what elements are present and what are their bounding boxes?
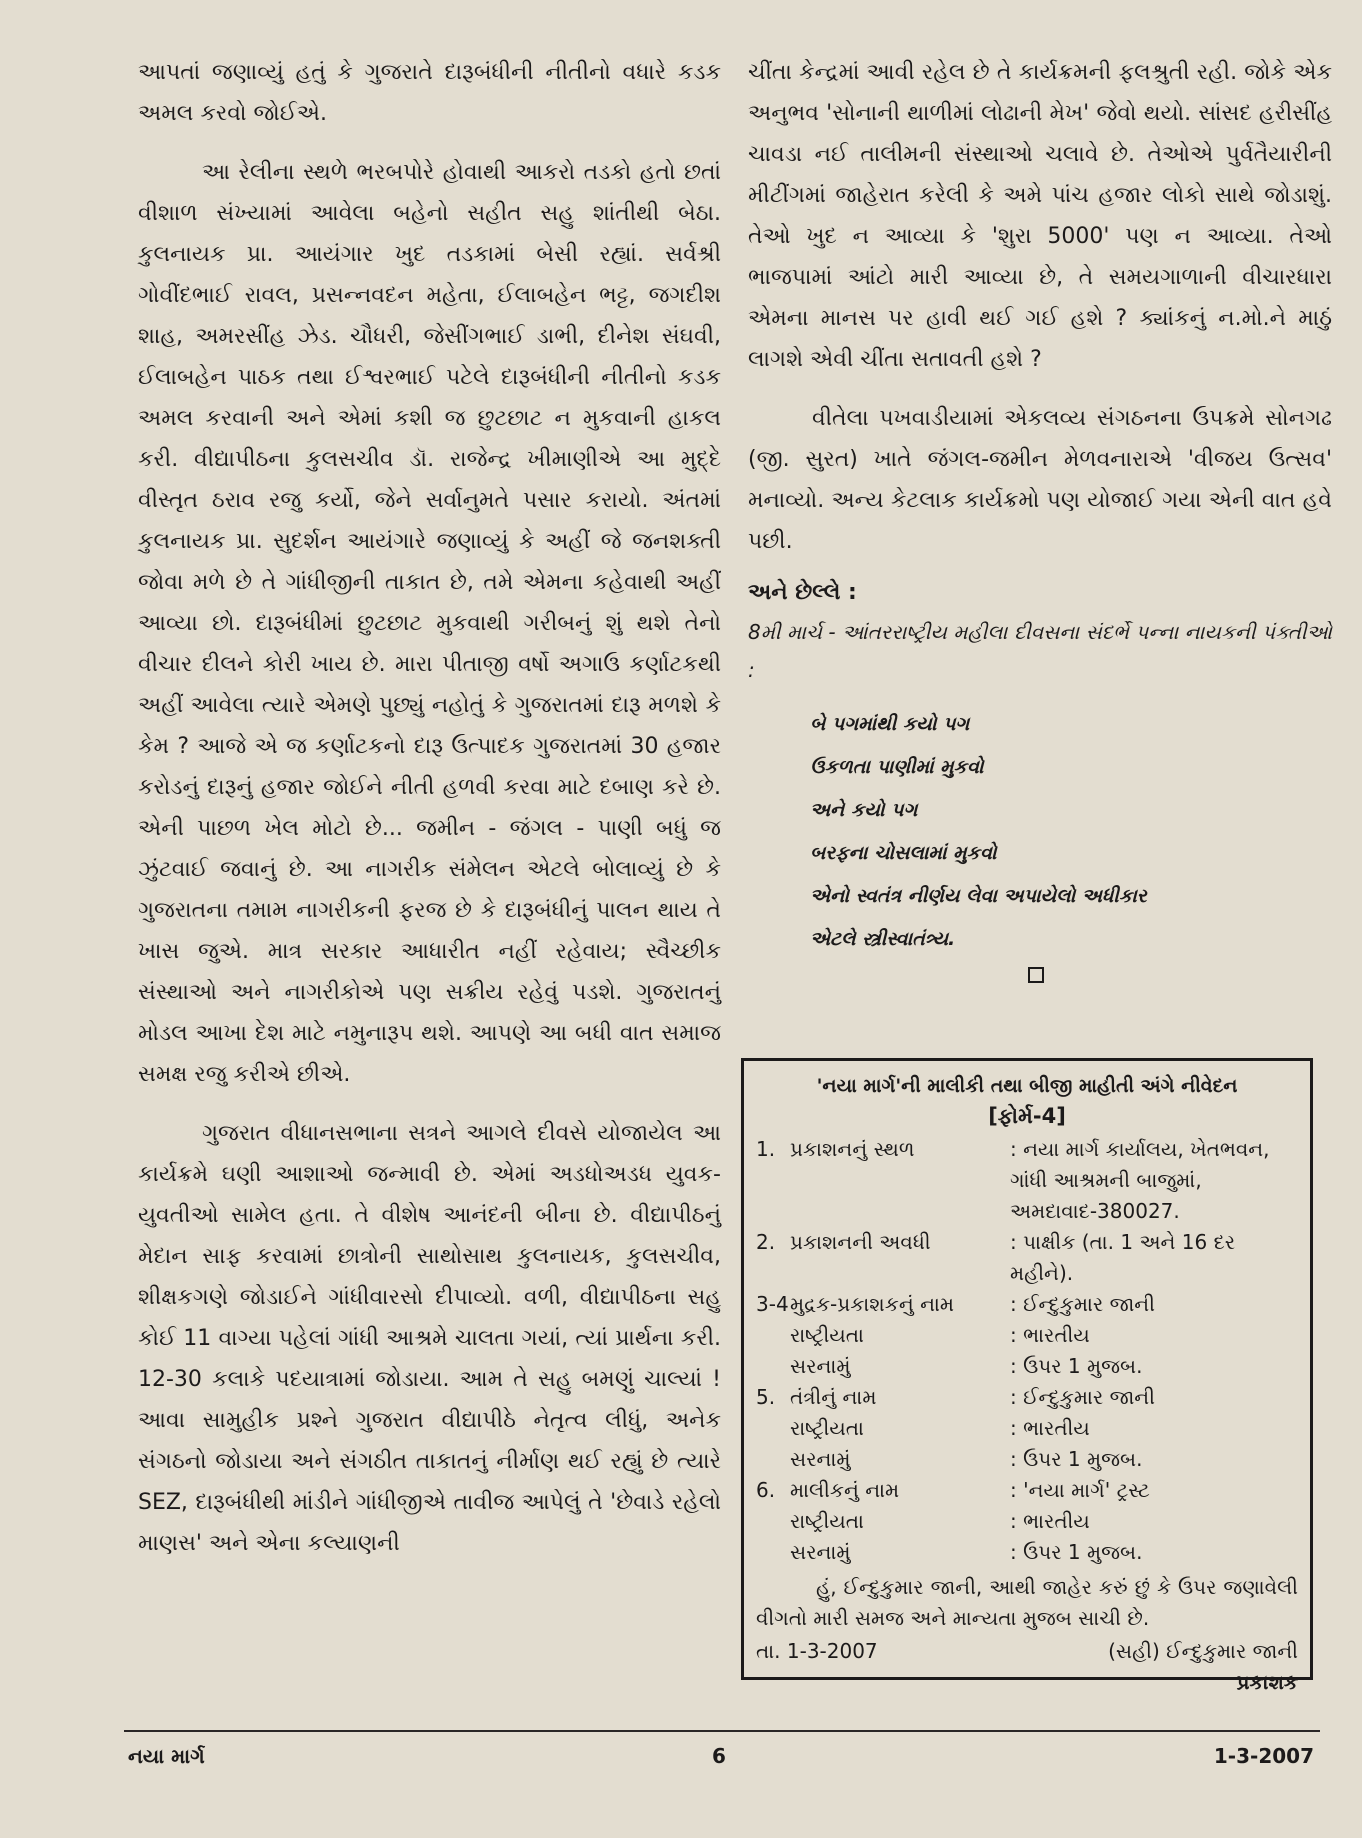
closing-heading: અને છેલ્લે : (748, 580, 857, 605)
poem-line: બે પગમાંથી કયો પગ (810, 713, 970, 735)
notice-signer-role: પ્રકાશક (1236, 1670, 1298, 1694)
poem (810, 703, 1332, 961)
notice-row-label: સરનામું (790, 1540, 851, 1564)
notice-row-label: પ્રકાશનની અવધી (790, 1230, 931, 1254)
notice-row-label: સરનામું (790, 1354, 851, 1378)
notice-row-label: તંત્રીનું નામ (790, 1385, 877, 1409)
paragraph: ગુજરાત વીધાનસભાના સત્રને આગલે દીવસે યોજાયેલ આ કાર્યક્રમે ઘણી આશાઓ જન્માવી છે. એમાં અડધોઅડધ યુવક-યુવતીઓ સામેલ હતા. તે વીશેષ આનંદની બીના છે. વીદ્યાપીઠનું મેદાન સાફ કરવામાં છાત્રોની સાથોસાથ કુલનાયક, કુલસચીવ, શીક્ષકગણે જોડાઈને ગાંધીવારસો દીપાવ્યો. વળી, વીદ્યાપીઠના સહુ કોઈ 11 વાગ્યા પહેલાં ગાંધી આશ્રમે ચાલતા ગયાં, ત્યાં પ્રાર્થના કરી. 12-30 કલાકે પદયાત્રામાં જોડાયા. આમ તે સહુ બમણું ચાલ્યાં ! આવા સામુહીક પ્રશ્ને ગુજરાત વીદ્યાપીઠે નેતૃત્વ લીધું, અનેક સંગઠનો જોડાયા અને સંગઠીત તાકાતનું નીર્માણ થઈ રહ્યું છે ત્યારે SEZ, દારૂબંધીથી માંડીને ગાંધીજીએ તાવીજ આપેલું તે 'છેવાડે રહેલો માણસ' અને એના કલ્યાણની (138, 1121, 721, 1556)
notice-row-value: : ઉપર 1 મુજબ. (1010, 1354, 1143, 1378)
notice-row-number: 1. (756, 1137, 776, 1161)
footer-publication-name: નયા માર્ગ (128, 1744, 205, 1768)
notice-row-number: 5. (756, 1385, 776, 1409)
notice-row-number (756, 1444, 790, 1475)
paragraph: ચીંતા કેન્દ્રમાં આવી રહેલ છે તે કાર્યક્રમની ફલશ્રુતી રહી. જોકે એક અનુભવ 'સોનાની થાળીમાં લોઢાની મેખ' જેવો થયો. સાંસદ હરીસીંહ ચાવડા નઈ તાલીમની સંસ્થાઓ ચલાવે છે. તેઓએ પુર્વતૈયારીની મીટીંગમાં જાહેરાત કરેલી કે અમે પાંચ હજાર લોકો સાથે જોડાશું. તેઓ ખુદ ન આવ્યા કે 'શુરા 5000' પણ ન આવ્યા. તેઓ ભાજપામાં આંટો મારી આવ્યા છે, તે સમયગાળાની વીચારધારા એમના માનસ પર હાવી થઈ ગઈ હશે ? ક્યાંકનું ન.મો.ને માઠું લાગશે એવી ચીંતા સતાવતી હશે ? (748, 60, 1332, 372)
notice-row-number (756, 1320, 790, 1351)
notice-row-number (756, 1537, 790, 1568)
notice-row (756, 1134, 1298, 1227)
notice-row-value: : ભારતીય (1010, 1323, 1090, 1347)
notice-row-number: 2. (756, 1230, 776, 1254)
notice-row-value: : ઉપર 1 મુજબ. (1010, 1447, 1143, 1471)
notice-row-number (756, 1413, 790, 1444)
notice-row-label: માલીકનું નામ (790, 1478, 900, 1502)
notice-row (756, 1382, 1298, 1413)
notice-row-value: : ઈન્દુકુમાર જાની (1010, 1385, 1155, 1409)
notice-date: તા. 1-3-2007 (756, 1639, 878, 1663)
notice-row (756, 1413, 1298, 1444)
paragraph: વીતેલા પખવાડીયામાં એકલવ્ય સંગઠનના ઉપક્રમે સોનગઢ (જી. સુરત) ખાતે જંગલ-જમીન મેળવનારાએ 'વીજય ઉત્સવ' મનાવ્યો. અન્ય કેટલાક કાર્યક્રમો પણ યોજાઈ ગયા એની વાત હવે પછી. (748, 406, 1332, 554)
notice-sign-row (756, 1636, 1298, 1667)
notice-title: 'નયા માર્ગ'ની માલીકી તથા બીજી માહીતી અંગે નીવેદન (816, 1075, 1238, 1097)
notice-row (756, 1289, 1298, 1320)
poem-intro: 8મી માર્ચ - આંતરરાષ્ટ્રીય મહીલા દીવસના સંદર્ભે પન્ના નાયકની પંક્તીઓ : (748, 620, 1332, 682)
notice-row-number: 3-4 (756, 1292, 789, 1316)
left-column (138, 52, 721, 1564)
notice-row-label: રાષ્ટ્રીયતા (790, 1416, 864, 1440)
notice-row-value: : નયા માર્ગ કાર્યાલય, ખેતભવન, ગાંધી આશ્રમની બાજુમાં, અમદાવાદ-380027. (1010, 1137, 1270, 1223)
notice-declaration: હું, ઈન્દુકુમાર જાની, આથી જાહેર કરું છું કે ઉપર જણાવેલી વીગતો મારી સમજ અને માન્યતા મુજબ સાચી છે. (756, 1575, 1298, 1630)
notice-row-value: : ઉપર 1 મુજબ. (1010, 1540, 1143, 1564)
notice-row (756, 1506, 1298, 1537)
notice-row-number (756, 1351, 790, 1382)
notice-signature: (સહી) ઈન્દુકુમાર જાની (1108, 1639, 1298, 1663)
paragraph: આ રેલીના સ્થળે ભરબપોરે હોવાથી આકરો તડકો હતો છતાં વીશાળ સંખ્યામાં આવેલા બહેનો સહીત સહુ શાંતીથી બેઠા. કુલનાયક પ્રા. આયંગાર ખુદ તડકામાં બેસી રહ્યાં. સર્વશ્રી ગોવીંદભાઈ રાવલ, પ્રસન્નવદન મહેતા, ઈલાબહેન ભટ્ટ, જગદીશ શાહ, અમરસીંહ ઝેડ. ચૌધરી, જેસીંગભાઈ ડાભી, દીનેશ સંઘવી, ઈલાબહેન પાઠક તથા ઈશ્વરભાઈ પટેલે દારૂબંધીની નીતીનો કડક અમલ કરવાની અને એમાં કશી જ છુટછાટ ન મુકવાની હાકલ કરી. વીદ્યાપીઠના કુલસચીવ ડૉ. રાજેન્દ્ર ખીમાણીએ આ મુદ્દે વીસ્તૃત ઠરાવ રજુ કર્યો, જેને સર્વાનુમતે પસાર કરાયો. અંતમાં કુલનાયક પ્રા. સુદર્શન આયંગારે જણાવ્યું કે અહીં જે જનશક્તી જોવા મળે છે તે ગાંધીજીની તાકાત છે, તમે એમના કહેવાથી અહીં આવ્યા છો. દારૂબંધીમાં છુટછાટ મુકવાથી ગરીબનું શું થશે તેનો વીચાર દીલને કોરી ખાય છે. મારા પીતાજી વર્ષો અગાઉ કર્ણાટકથી અહીં આવેલા ત્યારે એમણે પુછ્યું નહોતું કે ગુજરાતમાં દારૂ મળશે કે કેમ ? આજે એ જ કર્ણાટકનો દારૂ ઉત્પાદક ગુજરાતમાં 30 હજાર કરોડનું દારૂનું હજાર જોઈને નીતી હળવી કરવા માટે દબાણ કરે છે. એની પાછળ ખેલ મોટો છે... જમીન - જંગલ - પાણી બધું જ ઝુંટવાઈ જવાનું છે. આ નાગરીક સંમેલન એટલે બોલાવ્યું છે કે ગુજરાતના તમામ નાગરીકની ફરજ છે કે દારૂબંધીનું પાલન થાય તે ખાસ જુએ. માત્ર સરકાર આધારીત નહીં રહેવાય; સ્વૈચ્છીક સંસ્થાઓ અને નાગરીકોએ પણ સક્રીય રહેવું પડશે. ગુજરાતનું મોડલ આખા દેશ માટે નમુનારૂપ થશે. આપણે આ બધી વાત સમાજ સમક્ષ રજુ કરીએ છીએ. (138, 160, 721, 1087)
notice-row-number: 6. (756, 1478, 776, 1502)
notice-form-label: [ફોર્મ-4] (988, 1104, 1066, 1128)
notice-row-value: : ઈન્દુકુમાર જાની (1010, 1292, 1155, 1316)
notice-row-label: રાષ્ટ્રીયતા (790, 1323, 864, 1347)
notice-row (756, 1475, 1298, 1506)
notice-row-label: સરનામું (790, 1447, 851, 1471)
poem-line: બરફના ચોસલામાં મુકવો (810, 842, 997, 864)
poem-line: ઉકળતા પાણીમાં મુકવો (810, 756, 984, 778)
poem-line: એટલે સ્ત્રીસ્વાતંત્ર્ય. (810, 928, 956, 950)
end-mark-square-icon (1028, 967, 1044, 983)
paragraph: આપતાં જણાવ્યું હતું કે ગુજરાતે દારૂબંધીની નીતીનો વધારે કડક અમલ કરવો જોઈએ. (138, 60, 721, 126)
notice-row (756, 1227, 1298, 1289)
notice-row-label: પ્રકાશનનું સ્થળ (790, 1137, 915, 1161)
footer-rule (124, 1730, 1320, 1732)
notice-row-value: : ભારતીય (1010, 1416, 1090, 1440)
notice-row-number (756, 1506, 790, 1537)
notice-row-value: : ભારતીય (1010, 1509, 1090, 1533)
notice-row-value: : પાક્ષીક (તા. 1 અને 16 દર મહીને). (1010, 1230, 1236, 1285)
poem-line: અને કયો પગ (810, 799, 918, 821)
footer-page-number: 6 (712, 1744, 726, 1768)
notice-row (756, 1444, 1298, 1475)
notice-row (756, 1351, 1298, 1382)
footer-date: 1-3-2007 (1213, 1744, 1314, 1768)
notice-row (756, 1537, 1298, 1568)
notice-row-value: : 'નયા માર્ગ' ટ્રસ્ટ (1010, 1478, 1150, 1502)
right-column (748, 52, 1332, 983)
notice-rows (756, 1134, 1298, 1568)
notice-row (756, 1320, 1298, 1351)
ownership-notice-box (741, 1058, 1313, 1694)
notice-row-label: મુદ્રક-પ્રકાશકનું નામ (790, 1292, 954, 1316)
notice-row-label: રાષ્ટ્રીયતા (790, 1509, 864, 1533)
poem-line: એનો સ્વતંત્ર નીર્ણય લેવા અપાયેલો અધીકાર (810, 885, 1147, 907)
